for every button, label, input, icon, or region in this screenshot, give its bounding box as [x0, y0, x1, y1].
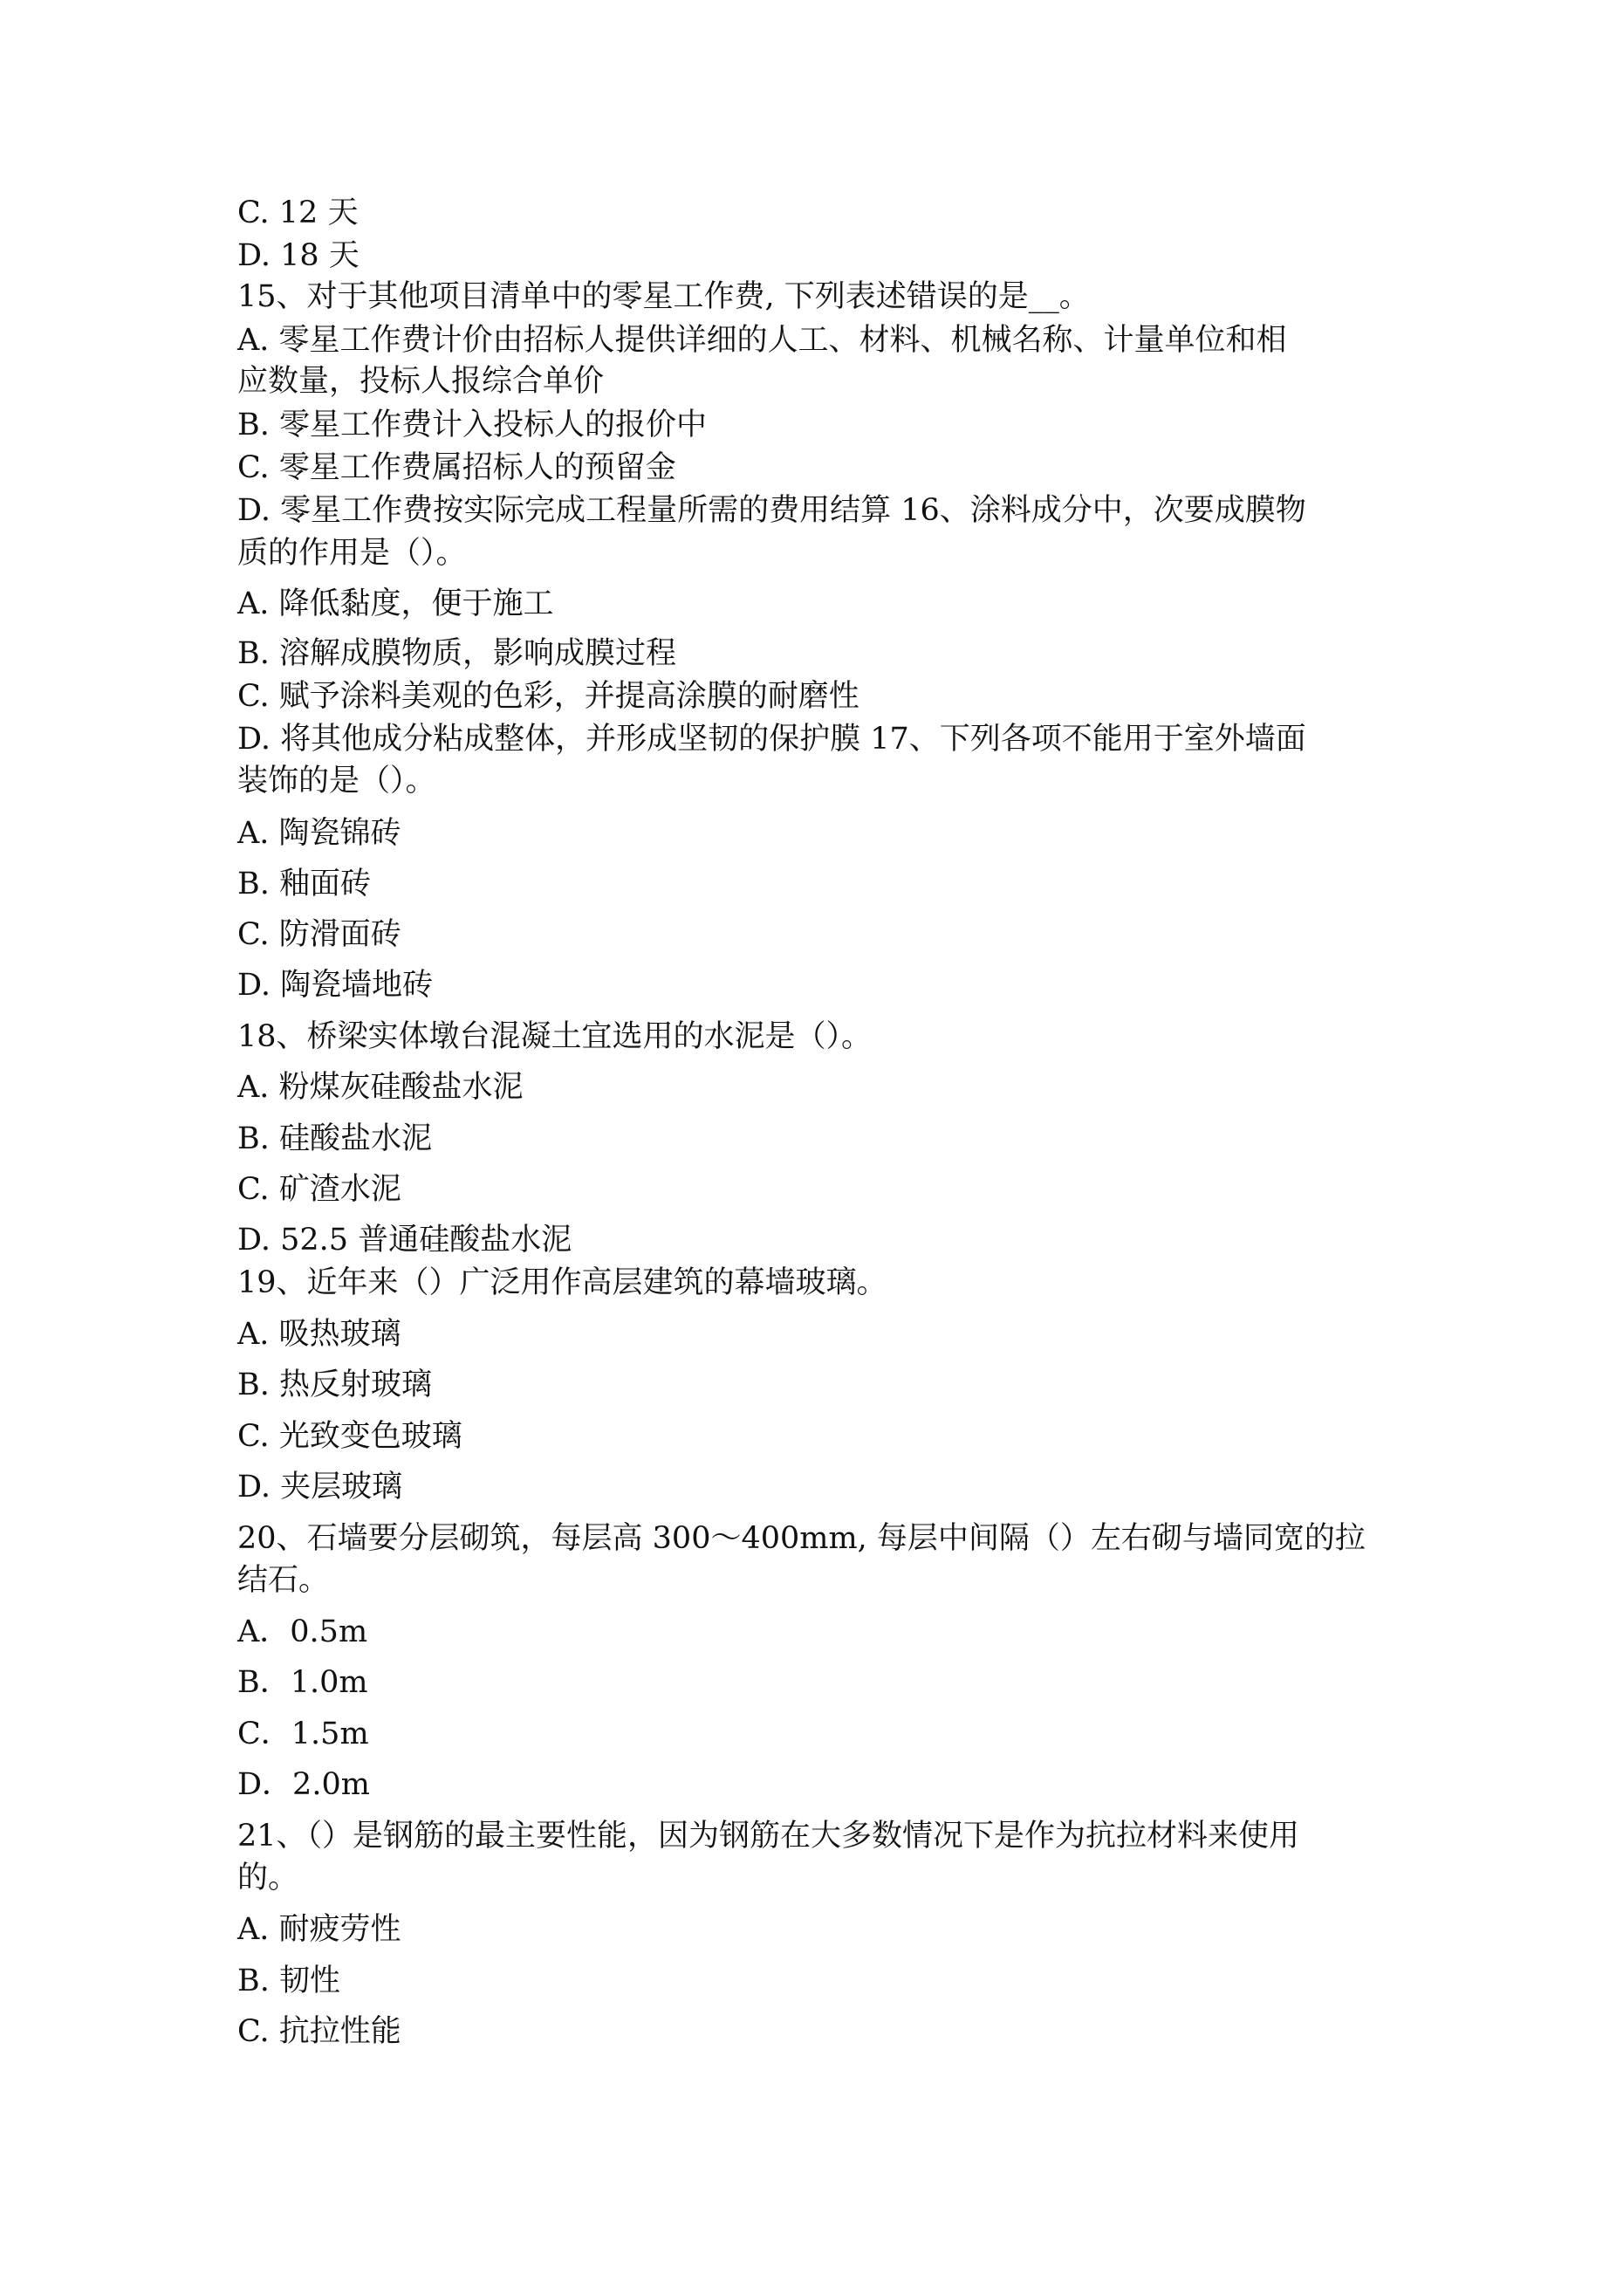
question-16-cont: 质的作用是（）。 — [237, 536, 467, 571]
option-d-q14: D. 18 天 — [237, 238, 360, 273]
question-20-cont: 结石。 — [237, 1563, 330, 1598]
option-c-q14: C. 12 天 — [237, 195, 359, 230]
option-a-q20: A．0.5m — [237, 1614, 368, 1649]
question-18: 18、桥梁实体墩台混凝土宜选用的水泥是（）。 — [237, 1019, 873, 1054]
option-c-q21: C. 抗拉性能 — [237, 2014, 401, 2049]
option-c-q19: C. 光致变色玻璃 — [237, 1419, 462, 1454]
option-d-q15-question-16: D. 零星工作费按实际完成工程量所需的费用结算 16、涂料成分中，次要成膜物 — [237, 493, 1306, 528]
option-a-q15: A. 零星工作费计价由招标人提供详细的人工、材料、机械名称、计量单位和相 — [237, 323, 1287, 358]
question-15: 15、对于其他项目清单中的零星工作费, 下列表述错误的是__。 — [237, 279, 1090, 314]
option-b-q15: B. 零星工作费计入投标人的报价中 — [237, 408, 707, 442]
question-17-cont: 装饰的是（）。 — [237, 764, 436, 798]
option-d-q19: D. 夹层玻璃 — [237, 1470, 403, 1504]
option-b-q17: B. 釉面砖 — [237, 867, 371, 901]
option-a-q15-cont: 应数量，投标人报综合单价 — [237, 364, 605, 399]
option-b-q21: B. 韧性 — [237, 1964, 340, 1998]
question-19: 19、近年来（）广泛用作高层建筑的幕墙玻璃。 — [237, 1265, 887, 1300]
question-21: 21、（）是钢筋的最主要性能，因为钢筋在大多数情况下是作为抗拉材料来使用 — [237, 1819, 1300, 1854]
option-a-q19: A. 吸热玻璃 — [237, 1317, 401, 1352]
option-b-q16: B. 溶解成膜物质，影响成膜过程 — [237, 636, 676, 671]
option-a-q16: A. 降低黏度，便于施工 — [237, 586, 554, 621]
option-b-q20: B．1.0m — [237, 1665, 368, 1700]
option-c-q17: C. 防滑面砖 — [237, 917, 401, 952]
option-a-q18: A. 粉煤灰硅酸盐水泥 — [237, 1070, 524, 1105]
option-b-q19: B. 热反射玻璃 — [237, 1367, 432, 1402]
option-c-q18: C. 矿渣水泥 — [237, 1172, 401, 1207]
option-d-q18: D. 52.5 普通硅酸盐水泥 — [237, 1223, 572, 1258]
question-21-cont: 的。 — [237, 1861, 299, 1895]
option-d-q16-question-17: D. 将其他成分粘成整体，并形成坚韧的保护膜 17、下列各项不能用于室外墙面 — [237, 722, 1306, 757]
option-d-q17: D. 陶瓷墙地砖 — [237, 968, 434, 1003]
option-a-q17: A. 陶瓷锦砖 — [237, 816, 401, 851]
option-b-q18: B. 硅酸盐水泥 — [237, 1121, 432, 1156]
option-d-q20: D．2.0m — [237, 1767, 370, 1802]
option-a-q21: A. 耐疲劳性 — [237, 1912, 401, 1947]
question-20: 20、石墙要分层砌筑，每层高 300～400mm, 每层中间隔（）左右砌与墙同宽的拉 — [237, 1521, 1366, 1556]
option-c-q16: C. 赋予涂料美观的色彩，并提高涂膜的耐磨性 — [237, 679, 859, 714]
option-c-q15: C. 零星工作费属招标人的预留金 — [237, 450, 676, 485]
option-c-q20: C．1.5m — [237, 1717, 369, 1751]
